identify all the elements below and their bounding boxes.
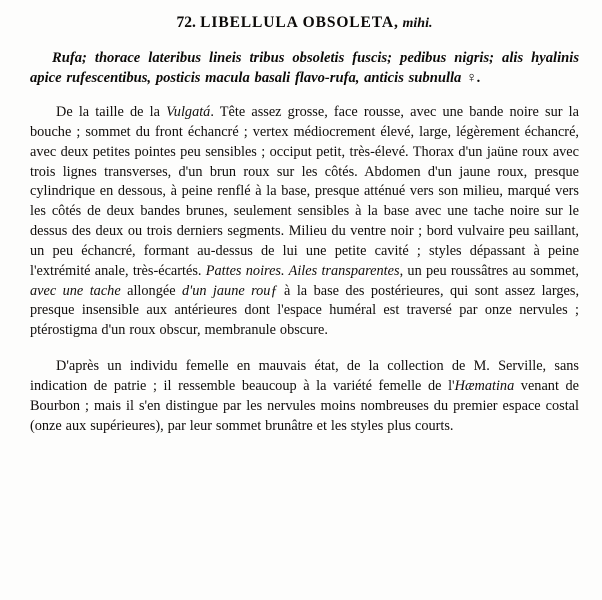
entry-number: 72. xyxy=(176,14,196,31)
latin-diagnosis-text: Rufa; thorace lateribus lineis tribus obsoletis fuscis; pedibus nigris; alis hyalinis apice rufescentibus, posticis macula basali flavo-rufa, anticis subnulla xyxy=(30,50,579,86)
text-run: . Tête assez grosse, face rousse, avec une bande noire sur la bouche ; sommet du front échancré ; vertex médiocrement élevé, large, légèrement échancré, avec deux petites pointes peu sensibles ; occiput petit, très-élevé. Thorax d'un jaüne roux avec trois lignes transverses, d'un brun roux sur les côtés. Abdomen d'un jaune roux, presque cylindrique en dessous, à peine renflé à la base, presque atténué vers son milieu, marqué vers les côtés de deux bandes brunes, seulement sensibles à la base avec une tache noire sur le dessus des deux ou trois derniers segments. Milieu du ventre noir ; bord vulvaire peu saillant, un peu échancré, formant au-dessus de lui une petite cavité ; styles dépassant à peine l'extrémité anale, très-écartés. xyxy=(30,104,579,279)
page-title xyxy=(30,14,579,32)
text-run: D'après un individu femelle en mauvais état, de la collection de M. Serville, sans indication de patrie ; il ressemble beaucoup à la variété femelle de l' xyxy=(30,358,579,394)
latin-diagnosis-terminator: . xyxy=(477,69,481,86)
italic-text-run: Hæmatina xyxy=(454,377,515,394)
latin-diagnosis xyxy=(30,49,579,88)
taxon-name: LIBELLULA OBSOLETA xyxy=(200,14,394,31)
italic-text-run: avec une tache xyxy=(30,282,121,299)
text-run: venant de Bourbon ; mais il s'en distingue par les nervules moins nombreuses du premier espace costal (onze aux supérieures), par leur sommet brunâtre et les styles plus courts. xyxy=(30,377,580,434)
page-text-column xyxy=(30,0,579,437)
remark-paragraph xyxy=(30,357,579,436)
text-run: à la base des postérieures, qui sont assez larges, presque insensible aux antérieures dont l'espace huméral est traversé par onze nervules ; ptérostigma d'un roux obscur, membranule obscure. xyxy=(30,282,580,339)
female-sex-symbol: ♀ xyxy=(466,69,478,86)
description-paragraph xyxy=(30,103,579,341)
heading-separator: , xyxy=(393,14,399,31)
italic-text-run: Pattes noires. Ailes transparentes xyxy=(205,262,400,279)
text-run: allongée xyxy=(120,282,182,299)
italic-text-run: d'un jaune rouƒ xyxy=(181,282,278,299)
text-run: , un peu roussâtres au sommet, xyxy=(399,262,579,279)
heading-attribution: mihi. xyxy=(402,16,433,31)
text-run: De la taille de la xyxy=(56,104,167,120)
italic-text-run: Vulgatá xyxy=(166,104,211,120)
